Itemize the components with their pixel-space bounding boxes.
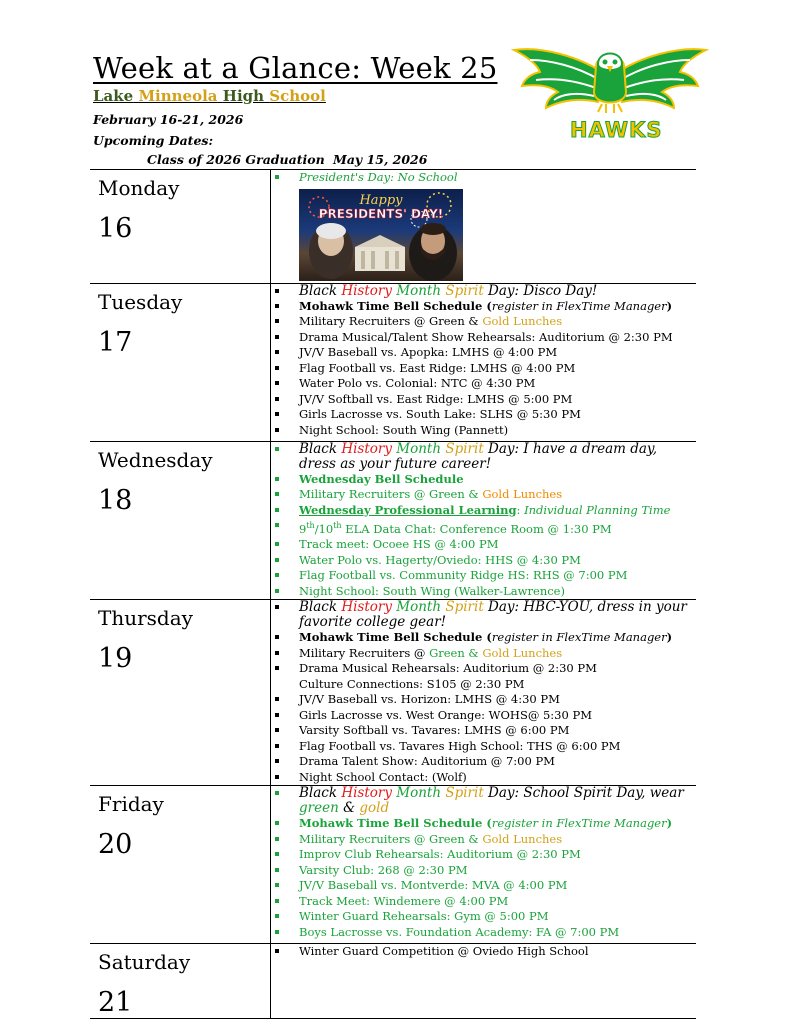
day-number: 19 [98, 643, 133, 675]
day-cell [90, 786, 271, 944]
day-number: 17 [98, 326, 133, 358]
event-item: JV/V Baseball vs. Horizon: LMHS @ 4:30 PM [275, 692, 696, 708]
event-item: Girls Lacrosse vs. South Lake: SLHS @ 5:30 PM [275, 407, 696, 423]
spirit-day-item: Black History Month Spirit Day: Disco Day! [275, 284, 696, 299]
day-number: 20 [98, 829, 133, 861]
events-cell [271, 786, 697, 944]
spirit-day-item: Black History Month Spirit Day: I have a dream day, dress as your future career! [275, 442, 696, 472]
hawks-logo-text: HAWKS [570, 118, 663, 142]
spirit-day-item: Black History Month Spirit Day: School Spirit Day, wear green & gold [275, 786, 696, 816]
event-item: Varsity Softball vs. Tavares: LMHS @ 6:00 PM [275, 723, 696, 739]
day-number: 18 [98, 484, 133, 516]
school-word-school: School [269, 87, 326, 105]
event-item: Drama Musical/Talent Show Rehearsals: Auditorium @ 2:30 PM [275, 330, 696, 346]
event-item: Drama Musical Rehearsals: Auditorium @ 2:30 PM [275, 661, 696, 677]
presidents-day-image-text-happy: Happy [359, 192, 403, 208]
day-number: 16 [98, 213, 133, 244]
events-cell [271, 600, 697, 786]
event-item: Winter Guard Competition @ Oviedo High School [275, 944, 696, 960]
event-item: Varsity Club: 268 @ 2:30 PM [275, 863, 696, 879]
school-word-minneola: Minneola [138, 87, 218, 105]
event-item: JV/V Baseball vs. Montverde: MVA @ 4:00 PM [275, 878, 696, 894]
event-item: Improv Club Rehearsals: Auditorium @ 2:30 PM [275, 847, 696, 863]
school-name [93, 87, 326, 105]
bell-schedule-item: Mohawk Time Bell Schedule (register in FlexTime Manager) [275, 630, 696, 646]
event-item: Flag Football vs. Community Ridge HS: RHS @ 7:00 PM [275, 568, 696, 584]
upcoming-label: Upcoming Dates: [93, 133, 214, 148]
event-item: Water Polo vs. Colonial: NTC @ 4:30 PM [275, 376, 696, 392]
hawks-logo [510, 36, 710, 152]
event-item: Night School: South Wing (Pannett) [275, 423, 696, 439]
graduation-label: Class of 2026 Graduation [147, 152, 325, 167]
week-schedule-table [90, 169, 696, 1019]
day-row-wednesday [90, 441, 696, 600]
events-cell [271, 944, 697, 1019]
day-row-tuesday [90, 283, 696, 441]
day-row-thursday [90, 600, 696, 786]
event-item: Girls Lacrosse vs. West Orange: WOHS@ 5:30 PM [275, 708, 696, 724]
event-item: Water Polo vs. Hagerty/Oviedo: HHS @ 4:30 PM [275, 553, 696, 569]
date-range: February 16-21, 2026 [93, 112, 244, 127]
day-name: Tuesday [98, 289, 183, 314]
day-name: Friday [98, 792, 164, 817]
event-item: Flag Football vs. Tavares High School: THS @ 6:00 PM [275, 739, 696, 755]
day-cell [90, 600, 271, 786]
graduation-row [147, 152, 428, 167]
bell-schedule-item: Mohawk Time Bell Schedule (register in FlexTime Manager) [275, 299, 696, 315]
presidents-day-image-text-title: PRESIDENTS' DAY! [318, 206, 444, 221]
day-number: 21 [98, 987, 133, 1019]
event-item: Night School Contact: (Wolf) [275, 770, 696, 786]
bell-schedule-item: Mohawk Time Bell Schedule (register in FlexTime Manager) [275, 816, 696, 832]
event-item: JV/V Softball vs. East Ridge: LMHS @ 5:00 PM [275, 392, 696, 408]
event-item: Track meet: Ocoee HS @ 4:00 PM [275, 537, 696, 553]
spirit-day-item: Black History Month Spirit Day: HBC-YOU, dress in your favorite college gear! [275, 600, 696, 630]
day-row-friday [90, 786, 696, 944]
bell-schedule-item: Wednesday Bell Schedule [275, 472, 696, 488]
event-item: Night School: South Wing (Walker-Lawrence) [275, 584, 696, 600]
page-title: Week at a Glance: Week 25 [93, 51, 498, 85]
event-item: Military Recruiters @ Green & Gold Lunches [275, 646, 696, 662]
event-item: Flag Football vs. East Ridge: LMHS @ 4:00 PM [275, 361, 696, 377]
day-name: Monday [98, 176, 180, 200]
day-name: Wednesday [98, 447, 213, 472]
event-item: Track Meet: Windemere @ 4:00 PM [275, 894, 696, 910]
event-item: President's Day: No School [275, 170, 696, 186]
events-cell [271, 170, 697, 284]
event-item: Drama Talent Show: Auditorium @ 7:00 PM [275, 754, 696, 770]
presidents-day-image [299, 189, 463, 281]
event-item: 9th/10th ELA Data Chat: Conference Room @ 1:30 PM [275, 518, 696, 537]
school-word-lake: Lake [93, 87, 134, 105]
day-name: Thursday [98, 606, 193, 631]
school-word-high: High [222, 87, 265, 105]
event-item: Boys Lacrosse vs. Foundation Academy: FA @ 7:00 PM [275, 925, 696, 941]
events-cell [271, 283, 697, 441]
day-cell [90, 944, 271, 1019]
day-cell [90, 283, 271, 441]
day-row-saturday [90, 944, 696, 1019]
event-item: Military Recruiters @ Green & Gold Lunches [275, 832, 696, 848]
graduation-date: May 15, 2026 [333, 152, 428, 167]
events-cell [271, 441, 697, 600]
professional-learning-item: Wednesday Professional Learning: Individual Planning Time [275, 503, 696, 519]
day-cell [90, 170, 271, 284]
day-cell [90, 441, 271, 600]
event-item: Military Recruiters @ Green & Gold Lunches [275, 487, 696, 503]
event-item: JV/V Baseball vs. Apopka: LMHS @ 4:00 PM [275, 345, 696, 361]
day-row-monday [90, 170, 696, 284]
day-name: Saturday [98, 950, 191, 975]
event-item: Winter Guard Rehearsals: Gym @ 5:00 PM [275, 909, 696, 925]
event-continuation: Culture Connections: S105 @ 2:30 PM [299, 676, 525, 691]
event-item: Military Recruiters @ Green & Gold Lunches [275, 314, 696, 330]
